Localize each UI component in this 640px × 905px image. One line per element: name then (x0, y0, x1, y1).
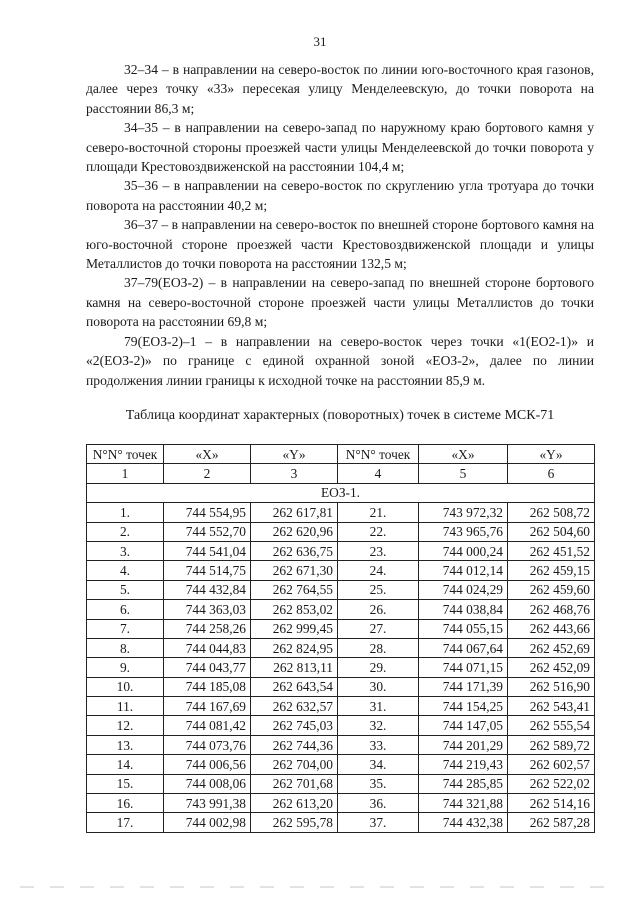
coordinate-cell: 743 972,32 (419, 503, 508, 522)
table-row (87, 677, 595, 696)
header-cell: «Y» (508, 445, 595, 464)
header-cell: «Y» (251, 445, 338, 464)
coordinate-cell: 744 073,76 (164, 735, 251, 754)
coordinate-cell: 262 701,68 (251, 774, 338, 793)
coordinate-cell: 744 044,83 (164, 638, 251, 657)
coordinate-cell: 744 081,42 (164, 716, 251, 735)
coordinate-cell: 262 824,95 (251, 638, 338, 657)
coordinate-cell: 262 620,96 (251, 522, 338, 541)
section-row (87, 483, 595, 502)
paragraph: 36–37 – в направлении на северо-восток по внешней стороне бортового камня на юго-восточной стороне проезжей части Крестовоздвиженской площади и улицы Металлистов до точки поворота на расстоянии 132,5 м; (86, 217, 594, 272)
coordinate-cell: 262 853,02 (251, 600, 338, 619)
table-row (87, 697, 595, 716)
coordinate-cell: 262 516,90 (508, 677, 595, 696)
coordinate-cell: 262 587,28 (508, 813, 595, 832)
coordinate-cell: 744 055,15 (419, 619, 508, 638)
column-number-cell: 5 (419, 464, 508, 483)
table-row (87, 794, 595, 813)
header-row (87, 445, 595, 464)
coordinate-cell: 262 443,66 (508, 619, 595, 638)
table-row (87, 619, 595, 638)
point-number-cell: 25. (338, 580, 419, 599)
header-cell: N°N° точек (338, 445, 419, 464)
coordinate-cell: 262 602,57 (508, 755, 595, 774)
coordinate-cell: 262 643,54 (251, 677, 338, 696)
coordinate-cell: 262 999,45 (251, 619, 338, 638)
coordinate-cell: 744 432,38 (419, 813, 508, 832)
paragraph: 35–36 – в направлении на северо-восток по скруглению угла тротуара до точки поворота на расстоянии 40,2 м; (86, 178, 594, 213)
coordinate-cell: 262 459,60 (508, 580, 595, 599)
coordinate-cell: 262 468,76 (508, 600, 595, 619)
coordinate-cell: 744 147,05 (419, 716, 508, 735)
point-number-cell: 14. (87, 755, 164, 774)
point-number-cell: 4. (87, 561, 164, 580)
point-number-cell: 17. (87, 813, 164, 832)
column-number-cell: 2 (164, 464, 251, 483)
coordinates-table (86, 444, 595, 833)
column-number-cell: 6 (508, 464, 595, 483)
point-number-cell: 23. (338, 541, 419, 560)
table-row (87, 522, 595, 541)
coordinate-cell: 262 543,41 (508, 697, 595, 716)
coordinate-cell: 262 617,81 (251, 503, 338, 522)
point-number-cell: 24. (338, 561, 419, 580)
coordinate-cell: 744 167,69 (164, 697, 251, 716)
coordinate-cell: 744 012,14 (419, 561, 508, 580)
coordinate-cell: 262 522,02 (508, 774, 595, 793)
coordinate-cell: 743 991,38 (164, 794, 251, 813)
point-number-cell: 33. (338, 735, 419, 754)
table-row (87, 735, 595, 754)
coordinate-cell: 744 024,29 (419, 580, 508, 599)
coordinate-cell: 262 508,72 (508, 503, 595, 522)
coordinate-cell: 744 432,84 (164, 580, 251, 599)
coordinate-cell: 744 514,75 (164, 561, 251, 580)
point-number-cell: 2. (87, 522, 164, 541)
coordinate-cell: 262 632,57 (251, 697, 338, 716)
coordinate-cell: 744 043,77 (164, 658, 251, 677)
point-number-cell: 11. (87, 697, 164, 716)
table-row (87, 638, 595, 657)
header-cell: N°N° точек (87, 445, 164, 464)
coordinate-cell: 262 613,20 (251, 794, 338, 813)
point-number-cell: 13. (87, 735, 164, 754)
table-row (87, 541, 595, 560)
paragraph: 32–34 – в направлении на северо-восток по линии юго-восточного края газонов, далее через точку «33» пересекая улицу Менделеевскую, до точки поворота на расстоянии 86,3 м; (86, 62, 594, 116)
coordinate-cell: 262 636,75 (251, 541, 338, 560)
paragraph: 34–35 – в направлении на северо-запад по наружному краю бортового камня у северо-восточной стороны проезжей части улицы Менделеевской до точки поворота у площади Крестовоздвиженской на расстоянии 104,4 м; (86, 120, 594, 175)
point-number-cell: 37. (338, 813, 419, 832)
column-number-cell: 4 (338, 464, 419, 483)
point-number-cell: 3. (87, 541, 164, 560)
coordinate-cell: 262 744,36 (251, 735, 338, 754)
point-number-cell: 21. (338, 503, 419, 522)
paragraph: 79(ЕОЗ-2)–1 – в направлении на северо-восток через точки «1(ЕО2-1)» и «2(ЕОЗ-2)» по границе с единой охранной зоной «ЕОЗ-2», далее по линии продолжения линии границы к исходной точке на расстоянии 85,9 м. (86, 333, 594, 388)
coordinate-cell: 744 006,56 (164, 755, 251, 774)
coordinate-cell: 744 541,04 (164, 541, 251, 560)
point-number-cell: 29. (338, 658, 419, 677)
column-number-row (87, 464, 595, 483)
header-cell: «X» (419, 445, 508, 464)
coordinate-cell: 744 171,39 (419, 677, 508, 696)
table-row (87, 813, 595, 832)
coordinate-cell: 744 285,85 (419, 774, 508, 793)
section-title: ЕОЗ-1. (87, 483, 595, 502)
table-row (87, 600, 595, 619)
coordinate-cell: 262 589,72 (508, 735, 595, 754)
coordinate-cell: 744 363,03 (164, 600, 251, 619)
coordinate-cell: 262 595,78 (251, 813, 338, 832)
point-number-cell: 26. (338, 600, 419, 619)
coordinate-cell: 262 452,09 (508, 658, 595, 677)
column-number-cell: 1 (87, 464, 164, 483)
coordinate-cell: 262 764,55 (251, 580, 338, 599)
coordinate-cell: 744 067,64 (419, 638, 508, 657)
point-number-cell: 34. (338, 755, 419, 774)
header-cell: «X» (164, 445, 251, 464)
coordinate-cell: 744 552,70 (164, 522, 251, 541)
point-number-cell: 16. (87, 794, 164, 813)
coordinate-cell: 262 555,54 (508, 716, 595, 735)
table-row (87, 658, 595, 677)
point-number-cell: 9. (87, 658, 164, 677)
boundary-description (86, 60, 594, 390)
coordinate-cell: 744 219,43 (419, 755, 508, 774)
coordinate-cell: 744 000,24 (419, 541, 508, 560)
scan-artifact (20, 886, 620, 888)
point-number-cell: 36. (338, 794, 419, 813)
point-number-cell: 15. (87, 774, 164, 793)
coordinate-cell: 262 745,03 (251, 716, 338, 735)
coordinate-cell: 744 038,84 (419, 600, 508, 619)
point-number-cell: 22. (338, 522, 419, 541)
point-number-cell: 6. (87, 600, 164, 619)
coordinate-cell: 262 514,16 (508, 794, 595, 813)
point-number-cell: 28. (338, 638, 419, 657)
table-row (87, 580, 595, 599)
coordinate-cell: 744 554,95 (164, 503, 251, 522)
column-number-cell: 3 (251, 464, 338, 483)
coordinate-cell: 744 008,06 (164, 774, 251, 793)
point-number-cell: 31. (338, 697, 419, 716)
point-number-cell: 12. (87, 716, 164, 735)
table-row (87, 755, 595, 774)
point-number-cell: 10. (87, 677, 164, 696)
coordinate-cell: 744 002,98 (164, 813, 251, 832)
coordinate-cell: 262 452,69 (508, 638, 595, 657)
coordinate-cell: 262 704,00 (251, 755, 338, 774)
coordinate-cell: 262 504,60 (508, 522, 595, 541)
coordinate-cell: 744 185,08 (164, 677, 251, 696)
coordinate-cell: 262 671,30 (251, 561, 338, 580)
table-row (87, 774, 595, 793)
table-row (87, 716, 595, 735)
coordinate-cell: 744 154,25 (419, 697, 508, 716)
table-row (87, 503, 595, 522)
paragraph: 37–79(ЕОЗ-2) – в направлении на северо-запад по внешней стороне бортового камня на северо-восточной стороне проезжей части улицы Металлистов до точки поворота на расстоянии 69,8 м; (86, 275, 594, 330)
point-number-cell: 27. (338, 619, 419, 638)
table-row (87, 561, 595, 580)
point-number-cell: 7. (87, 619, 164, 638)
coordinate-cell: 262 459,15 (508, 561, 595, 580)
point-number-cell: 30. (338, 677, 419, 696)
point-number-cell: 35. (338, 774, 419, 793)
coordinate-cell: 262 813,11 (251, 658, 338, 677)
page-number: 31 (313, 34, 327, 49)
table-caption: Таблица координат характерных (поворотных) точек в системе МСК-71 (125, 408, 555, 423)
point-number-cell: 5. (87, 580, 164, 599)
point-number-cell: 1. (87, 503, 164, 522)
coordinate-cell: 744 321,88 (419, 794, 508, 813)
coordinate-cell: 744 201,29 (419, 735, 508, 754)
coordinate-cell: 262 451,52 (508, 541, 595, 560)
point-number-cell: 8. (87, 638, 164, 657)
coordinate-cell: 744 071,15 (419, 658, 508, 677)
point-number-cell: 32. (338, 716, 419, 735)
coordinate-cell: 744 258,26 (164, 619, 251, 638)
coordinate-cell: 743 965,76 (419, 522, 508, 541)
